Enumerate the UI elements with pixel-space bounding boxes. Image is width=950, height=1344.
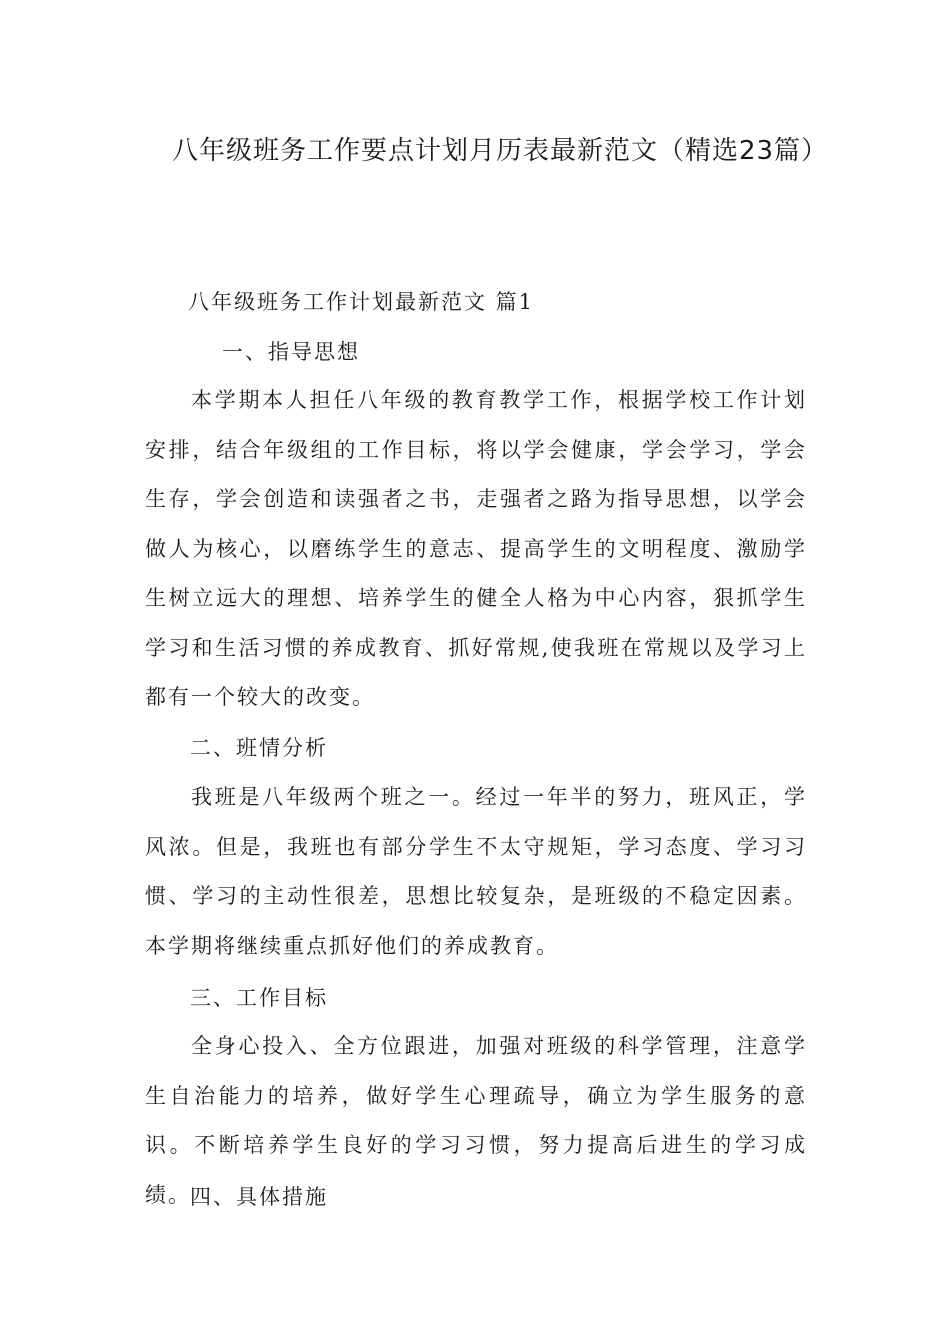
- heading-work-goals: 三、工作目标: [190, 986, 328, 1010]
- heading-specific-measures: 四、具体措施: [190, 1185, 328, 1209]
- heading-guiding-ideology: 一、指导思想: [222, 340, 360, 364]
- paragraph-class-analysis: 我班是八年级两个班之一。经过一年半的努力，班风正，学风浓。但是，我班也有部分学生不太守规矩，学习态度、学习习惯、学习的主动性很差，思想比较复杂，是班级的不稳定因素。本学期将继续重点抓好他们的养成教育。: [145, 785, 807, 958]
- section-heading: 八年级班务工作计划最新范文 篇1: [188, 290, 535, 314]
- paragraph-guiding-ideology: 本学期本人担任八年级的教育教学工作，根据学校工作计划安排，结合年级组的工作目标，将以学会健康，学会学习，学会生存，学会创造和读强者之书，走强者之路为指导思想，以学会做人为核心，以磨练学生的意志、提高学生的文明程度、激励学生树立远大的理想、培养学生的健全人格为中心内容，狠抓学生学习和生活习惯的养成教育、抓好常规,使我班在常规以及学习上都有一个较大的改变。: [145, 388, 807, 709]
- paragraph-work-goals: 全身心投入、全方位跟进，加强对班级的科学管理，注意学生自治能力的培养，做好学生心理疏导，确立为学生服务的意识。不断培养学生良好的学习习惯，努力提高后进生的学习成绩。: [145, 1034, 807, 1207]
- heading-class-analysis: 二、班情分析: [190, 736, 328, 760]
- document-title: 八年级班务工作要点计划月历表最新范文（精选23篇）: [171, 136, 829, 166]
